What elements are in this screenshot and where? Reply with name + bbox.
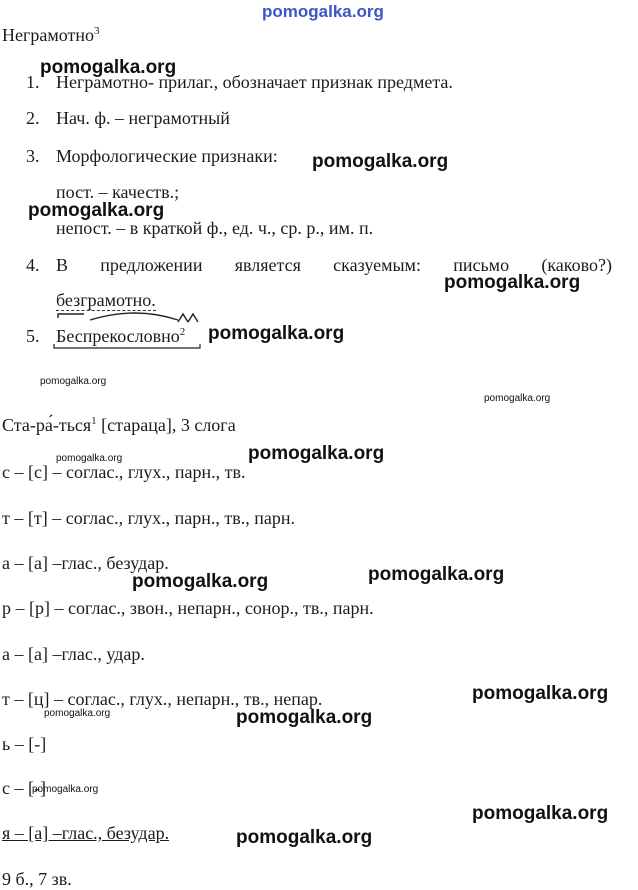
heading-text: Неграмотно xyxy=(2,25,95,45)
item-number-4: 4. xyxy=(26,255,40,275)
watermark: pomogalka.org xyxy=(236,827,373,848)
word: В xyxy=(56,255,69,275)
phonetic-heading xyxy=(2,414,236,436)
watermark-small: pomogalka.org xyxy=(484,393,551,404)
phonetic-line-2: т – [т] – соглас., глух., парн., тв., парн. xyxy=(2,508,295,528)
watermark-top: pomogalka.org xyxy=(262,2,384,21)
phonetic-line-1: с – [с] – соглас., глух., парн., тв. xyxy=(2,462,246,482)
item-sublines-var: непост. – в краткой ф., ед. ч., ср. р., им. п. xyxy=(56,218,374,238)
item-5-sup: 2 xyxy=(179,326,186,338)
phonetic-line-9-text: я – [а] –глас., безудар. xyxy=(2,823,170,843)
phonetic-line-8: с – [-] xyxy=(2,778,46,798)
watermark: pomogalka.org xyxy=(368,564,505,585)
watermark-small: pomogalka.org xyxy=(56,453,123,464)
item-number-5: 5. xyxy=(26,326,40,346)
item-number-3: 3. xyxy=(26,146,40,166)
suffix-mark xyxy=(178,314,188,322)
heading-word xyxy=(2,24,100,46)
phonetic-summary: 9 б., 7 зв. xyxy=(2,869,72,889)
watermark: pomogalka.org xyxy=(248,443,385,464)
suffix-mark xyxy=(188,314,198,322)
phonetic-line-4: р – [р] – соглас., звон., непарн., сонор., тв., парн. xyxy=(2,598,374,618)
item-number-2: 2. xyxy=(26,108,40,128)
word: предложении xyxy=(100,255,203,275)
watermark: pomogalka.org xyxy=(132,571,269,592)
watermark: pomogalka.org xyxy=(444,272,581,293)
phonetic-sup: 1 xyxy=(91,415,97,427)
watermark-small: pomogalka.org xyxy=(40,376,107,387)
word: является xyxy=(234,255,301,275)
watermark-small: pomogalka.org xyxy=(44,708,111,719)
watermark-small: pomogalka.org xyxy=(32,784,99,795)
watermark: pomogalka.org xyxy=(28,200,165,221)
watermark: pomogalka.org xyxy=(312,151,449,172)
predicate-word: безграмотно. xyxy=(56,290,156,310)
morpheme-marks xyxy=(50,308,210,354)
phonetic-transcription: [старацa], 3 слога xyxy=(101,415,236,435)
item-text-3: Морфологические признаки: xyxy=(56,146,278,166)
phonetic-line-5: а – [а] –глас., удар. xyxy=(2,644,145,664)
watermark: pomogalka.org xyxy=(208,323,345,344)
phonetic-line-9 xyxy=(2,822,169,844)
watermark: pomogalka.org xyxy=(472,683,609,704)
phonetic-line-3: а – [а] –глас., безудар. xyxy=(2,553,169,573)
phonetic-line-7: ь – [-] xyxy=(2,734,47,754)
word: письмо xyxy=(453,255,510,275)
item-number-1: 1. xyxy=(26,72,40,92)
morpheme-word: Беспрекословно xyxy=(56,326,180,346)
item-text-2: Нач. ф. – неграмотный xyxy=(56,108,230,128)
word: сказуемым: xyxy=(333,255,421,275)
prefix-mark xyxy=(58,314,84,318)
base-mark xyxy=(54,344,200,348)
root-mark xyxy=(90,313,178,320)
phonetic-word: Ста-ра́-ться xyxy=(2,415,92,435)
item-sublines-const: пост. – качеств.; xyxy=(56,182,180,202)
phonetic-line-6: т – [ц] – соглас., глух., непарн., тв., непар. xyxy=(2,689,323,709)
watermark: pomogalka.org xyxy=(472,803,609,824)
watermark: pomogalka.org xyxy=(40,57,177,78)
watermark: pomogalka.org xyxy=(236,707,373,728)
heading-sup: 3 xyxy=(94,25,100,37)
word: (каково?) xyxy=(541,255,612,275)
item-text-1: Неграмотно- прилаг., обозначает признак предмета. xyxy=(56,72,453,92)
